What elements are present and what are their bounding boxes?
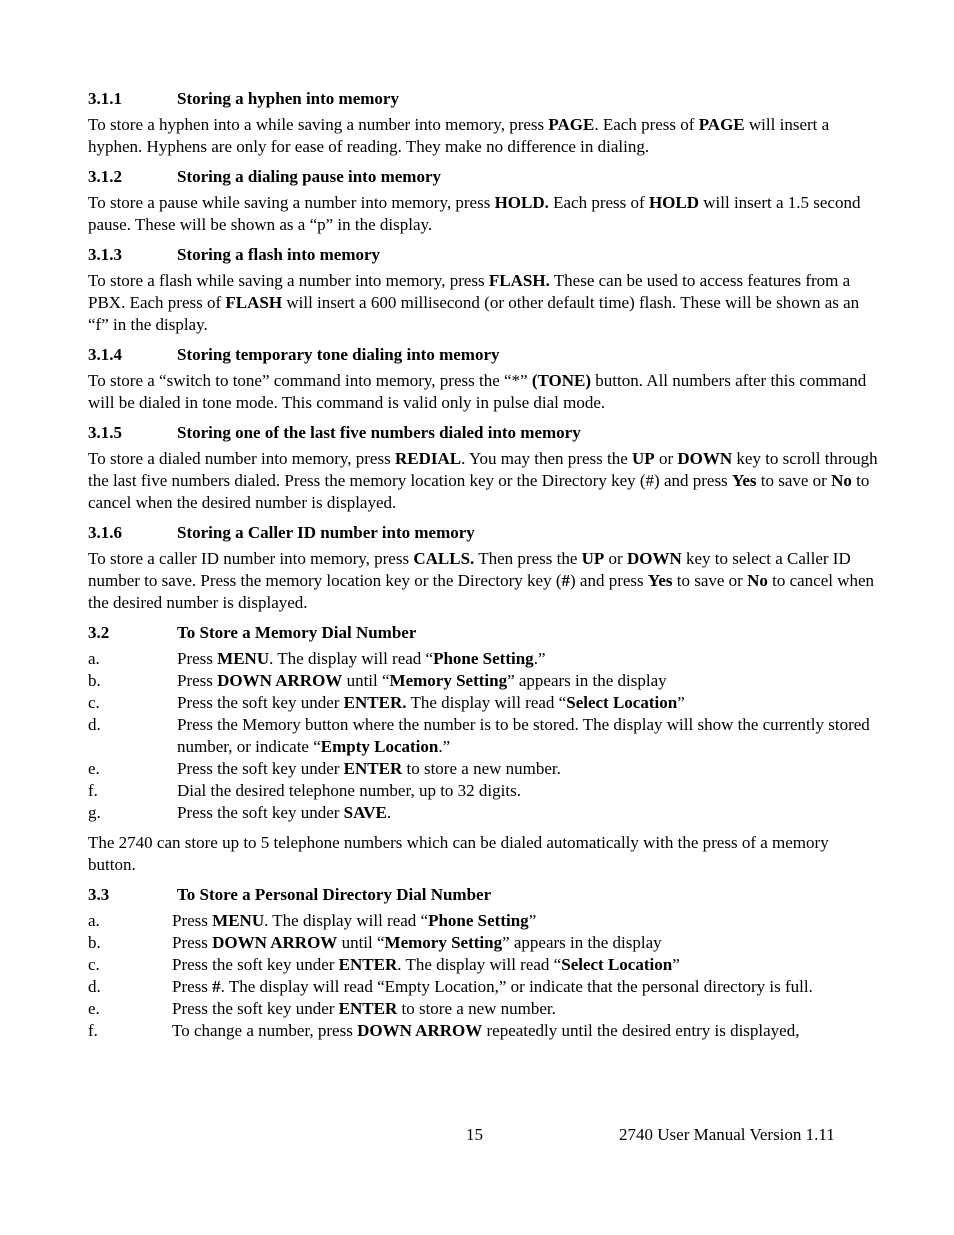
section-heading xyxy=(88,522,878,544)
list-item-label: c. xyxy=(88,693,100,712)
list-item-label: b. xyxy=(88,933,101,952)
bold-term: Select Location xyxy=(561,955,673,974)
list-item-text xyxy=(172,932,878,954)
bold-term: FLASH xyxy=(225,293,283,312)
text-run: Press xyxy=(172,911,213,930)
bold-term: Empty Location xyxy=(320,737,439,756)
text-run: .” xyxy=(438,737,451,756)
text-run: Then press the xyxy=(474,549,582,568)
text-run: or xyxy=(604,549,627,568)
text-run: . xyxy=(386,803,392,822)
section-heading xyxy=(88,166,878,188)
section-number: 3.1.1 xyxy=(88,89,122,108)
list-item xyxy=(88,802,878,824)
list-item-label: g. xyxy=(88,803,101,822)
text-run: Press xyxy=(177,671,218,690)
text-run: . The display will read “Empty Location,” or indicate that the personal directory is full. xyxy=(220,977,813,996)
step-list xyxy=(88,648,878,824)
list-item-label: f. xyxy=(88,1021,98,1040)
list-item xyxy=(88,910,878,932)
list-item-label: e. xyxy=(88,999,100,1018)
bold-term: DOWN xyxy=(626,549,682,568)
text-run: repeatedly until the desired entry is displayed, xyxy=(482,1021,800,1040)
list-item-text xyxy=(177,670,878,692)
text-run: until “ xyxy=(337,933,385,952)
text-run: To store a pause while saving a number into memory, press xyxy=(88,193,495,212)
section-number: 3.1.5 xyxy=(88,423,122,442)
text-run: To store a “switch to tone” command into memory, press the “*” xyxy=(88,371,532,390)
paragraph xyxy=(88,270,878,336)
bold-term: HOLD. xyxy=(494,193,549,212)
section-title: To Store a Personal Directory Dial Number xyxy=(177,885,492,904)
text-run: Press the soft key under xyxy=(172,955,339,974)
text-run: button. All numbers after this command will be dialed in tone mode. This command is valid only in pulse dial mode. xyxy=(88,371,867,412)
text-run: will insert a hyphen. Hyphens are only for ease of reading. They make no difference in dialing. xyxy=(88,115,830,156)
list-item-text xyxy=(177,758,878,780)
text-run: Press xyxy=(177,649,218,668)
text-run: . The display will read “ xyxy=(269,649,434,668)
text-run: to cancel when the desired number is displayed. xyxy=(88,571,875,612)
list-item xyxy=(88,976,878,998)
text-run: or xyxy=(654,449,678,468)
bold-term: MENU xyxy=(217,649,270,668)
text-run: These can be used to access features from a PBX. Each press of xyxy=(88,271,851,312)
list-item-text xyxy=(177,692,878,714)
text-run: To change a number, press xyxy=(172,1021,358,1040)
bold-term: Yes xyxy=(731,471,757,490)
text-run: to store a new number. xyxy=(402,759,561,778)
text-run: to save or xyxy=(756,471,832,490)
bold-term: (TONE) xyxy=(531,371,592,390)
bold-term: Yes xyxy=(647,571,673,590)
step-list xyxy=(88,910,878,1042)
bold-term: MENU xyxy=(212,911,265,930)
text-run: will insert a 1.5 second pause. These will be shown as a “p” in the display. xyxy=(88,193,861,234)
text-run: Press xyxy=(172,977,213,996)
section-heading xyxy=(88,622,878,644)
list-item xyxy=(88,692,878,714)
list-item xyxy=(88,648,878,670)
section-number: 3.3 xyxy=(88,885,110,904)
text-run: To store a hyphen into a while saving a number into memory, press xyxy=(88,115,549,134)
bold-term: REDIAL xyxy=(394,449,462,468)
section-number: 3.1.4 xyxy=(88,345,122,364)
bold-term: # xyxy=(561,571,571,590)
section-title: Storing a dialing pause into memory xyxy=(177,167,441,186)
bold-term: UP xyxy=(581,549,605,568)
page-number: 15 xyxy=(466,1125,483,1144)
text-run: . The display will read “ xyxy=(264,911,429,930)
list-item xyxy=(88,998,878,1020)
list-item-label: f. xyxy=(88,781,98,800)
list-item-label: a. xyxy=(88,911,100,930)
text-run: ” xyxy=(528,911,537,930)
list-item xyxy=(88,758,878,780)
section-heading xyxy=(88,88,878,110)
bold-term: Memory Setting xyxy=(384,933,503,952)
text-run: key to scroll through the last five numbers dialed. Press the memory location key or the Directory key (#) and press xyxy=(88,449,878,490)
section-title: To Store a Memory Dial Number xyxy=(177,623,417,642)
manual-version: 2740 User Manual Version 1.11 xyxy=(619,1125,835,1144)
text-run: To store a dialed number into memory, press xyxy=(88,449,395,468)
list-item-label: e. xyxy=(88,759,100,778)
list-item-text xyxy=(177,714,878,758)
list-item-text xyxy=(172,1020,878,1042)
paragraph xyxy=(88,832,878,876)
text-run: to save or xyxy=(672,571,748,590)
bold-term: DOWN ARROW xyxy=(357,1021,483,1040)
list-item-label: b. xyxy=(88,671,101,690)
text-run: ” appears in the display xyxy=(502,933,662,952)
bold-term: PAGE xyxy=(698,115,745,134)
list-item-label: c. xyxy=(88,955,100,974)
text-run: to cancel when the desired number is displayed. xyxy=(88,471,870,512)
bold-term: Phone Setting xyxy=(428,911,529,930)
paragraph xyxy=(88,114,878,158)
text-run: . The display will read “ xyxy=(397,955,562,974)
text-run: Press the soft key under xyxy=(177,803,344,822)
list-item-text xyxy=(177,648,878,670)
section-heading xyxy=(88,422,878,444)
text-run: key to select a Caller ID number to save. Press the memory location key or the Directory key ( xyxy=(88,549,851,590)
bold-term: Memory Setting xyxy=(389,671,508,690)
text-run: until “ xyxy=(342,671,390,690)
text-run: ” xyxy=(677,693,685,712)
list-item xyxy=(88,1020,878,1042)
paragraph xyxy=(88,370,878,414)
text-run: Each press of xyxy=(548,193,649,212)
section-title: Storing temporary tone dialing into memory xyxy=(177,345,500,364)
list-item-label: d. xyxy=(88,977,101,996)
text-run: will insert a 600 millisecond (or other default time) flash. These will be shown as an “f” in the display. xyxy=(88,293,860,334)
text-run: To store a caller ID number into memory, press xyxy=(88,549,414,568)
list-item xyxy=(88,780,878,802)
bold-term: No xyxy=(747,571,768,590)
list-item-label: d. xyxy=(88,715,101,734)
bold-term: Phone Setting xyxy=(433,649,534,668)
section-number: 3.2 xyxy=(88,623,110,642)
text-run: ” appears in the display xyxy=(507,671,667,690)
section-heading xyxy=(88,344,878,366)
bold-term: ENTER xyxy=(343,759,403,778)
bold-term: ENTER xyxy=(338,999,398,1018)
list-item-text xyxy=(172,976,878,998)
section-number: 3.1.3 xyxy=(88,245,122,264)
section-number: 3.1.6 xyxy=(88,523,122,542)
manual-page xyxy=(88,88,878,1050)
paragraph xyxy=(88,448,878,514)
paragraph xyxy=(88,548,878,614)
bold-term: SAVE xyxy=(343,803,387,822)
text-run: Press the soft key under xyxy=(177,693,344,712)
bold-term: UP xyxy=(632,449,655,468)
list-item xyxy=(88,932,878,954)
list-item xyxy=(88,714,878,758)
text-run: Dial the desired telephone number, up to 32 digits. xyxy=(177,781,521,800)
bold-term: # xyxy=(212,977,221,996)
text-run: Press xyxy=(172,933,213,952)
text-run: ” xyxy=(672,955,680,974)
list-item-label: a. xyxy=(88,649,100,668)
bold-term: DOWN ARROW xyxy=(212,933,338,952)
list-item-text xyxy=(177,802,878,824)
paragraph xyxy=(88,192,878,236)
bold-term: Select Location xyxy=(566,693,678,712)
bold-term: ENTER. xyxy=(343,693,407,712)
section-heading xyxy=(88,884,878,906)
section-title: Storing a hyphen into memory xyxy=(177,89,399,108)
bold-term: DOWN ARROW xyxy=(217,671,343,690)
text-run: . Each press of xyxy=(594,115,699,134)
bold-term: No xyxy=(831,471,852,490)
list-item-text xyxy=(172,954,878,976)
text-run: Press the soft key under xyxy=(177,759,344,778)
list-item-text xyxy=(172,998,878,1020)
list-item-text xyxy=(177,780,878,802)
bold-term: HOLD xyxy=(648,193,700,212)
list-item-text xyxy=(172,910,878,932)
section-title: Storing one of the last five numbers dialed into memory xyxy=(177,423,581,442)
text-run: . You may then press the xyxy=(461,449,633,468)
section-number: 3.1.2 xyxy=(88,167,122,186)
page-footer xyxy=(0,1124,954,1146)
list-item xyxy=(88,954,878,976)
text-run: Press the soft key under xyxy=(172,999,339,1018)
bold-term: FLASH. xyxy=(488,271,550,290)
bold-term: DOWN xyxy=(677,449,733,468)
text-run: .” xyxy=(533,649,546,668)
bold-term: CALLS. xyxy=(413,549,475,568)
text-run: The display will read “ xyxy=(406,693,567,712)
text-run: ) and press xyxy=(570,571,648,590)
text-run: The 2740 can store up to 5 telephone numbers which can be dialed automatically with the press of a memory button. xyxy=(88,833,829,874)
text-run: Press the Memory button where the number is to be stored. The display will show the currently stored number, or indicate “ xyxy=(177,715,870,756)
section-title: Storing a Caller ID number into memory xyxy=(177,523,475,542)
text-run: to store a new number. xyxy=(397,999,556,1018)
section-title: Storing a flash into memory xyxy=(177,245,381,264)
bold-term: ENTER xyxy=(338,955,398,974)
section-heading xyxy=(88,244,878,266)
text-run: To store a flash while saving a number into memory, press xyxy=(88,271,489,290)
bold-term: PAGE xyxy=(548,115,595,134)
list-item xyxy=(88,670,878,692)
